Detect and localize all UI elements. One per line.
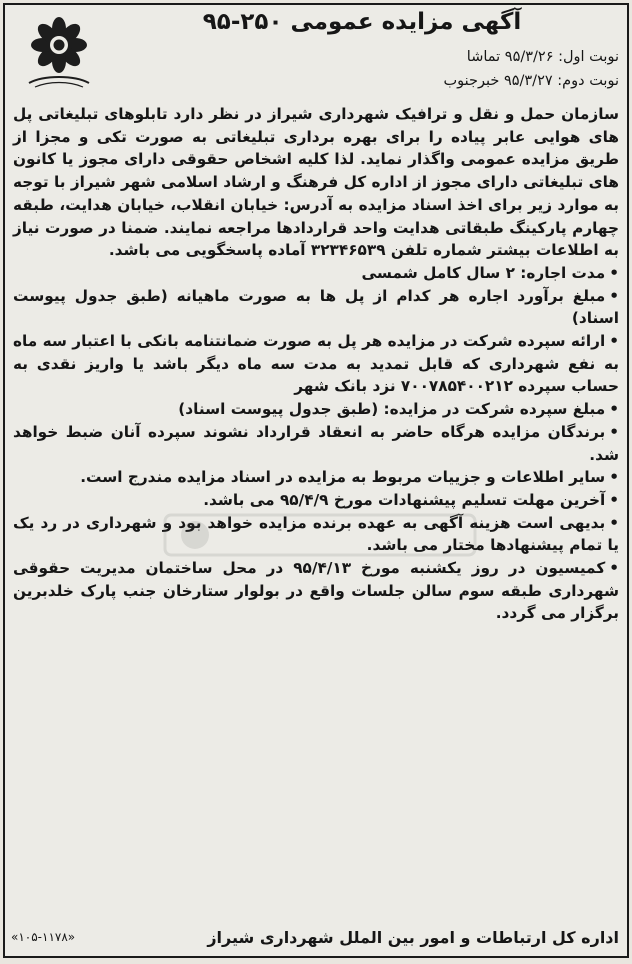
lease-duration-item: مدت اجاره: ۲ سال کامل شمسی bbox=[361, 263, 606, 282]
notice-footer bbox=[11, 928, 619, 952]
notice-body bbox=[13, 103, 619, 625]
shiraz-municipality-logo-icon bbox=[19, 11, 99, 91]
list-item bbox=[13, 398, 619, 421]
bullet-icon: • bbox=[609, 490, 619, 509]
second-publication-line: نوبت دوم: ۹۵/۳/۲۷ خبرجنوب bbox=[443, 73, 619, 89]
winner-forfeit-item: برندگان مزایده هرگاه حاضر به انعقاد قرارداد نشوند سپرده آنان ضبط خواهد شد. bbox=[13, 422, 619, 464]
advert-cost-item: بدیهی است هزینه آگهی به عهده برنده مزایده خواهد بود و شهرداری در رد یک یا تمام پیشنهادها مختار می باشد. bbox=[13, 513, 619, 555]
notice-title: آگهی مزایده عمومی ۲۵۰-۹۵ bbox=[202, 9, 522, 35]
bullet-icon: • bbox=[609, 263, 619, 282]
issuer-signature: اداره کل ارتباطات و امور بین الملل شهرداری شیراز bbox=[207, 928, 619, 947]
bullet-icon: • bbox=[609, 468, 619, 487]
other-details-item: سایر اطلاعات و جزییات مربوط به مزایده در اسناد مزایده مندرج است. bbox=[80, 468, 606, 487]
bullet-icon: • bbox=[609, 559, 619, 578]
list-item bbox=[13, 262, 619, 285]
estimated-rent-item: مبلغ برآورد اجاره هر کدام از پل ها به صورت ماهیانه (طبق جدول پیوست اسناد) bbox=[13, 286, 619, 328]
bullet-icon: • bbox=[609, 286, 619, 305]
list-item bbox=[13, 330, 619, 398]
intro-paragraph: سازمان حمل و نقل و ترافیک شهرداری شیراز در نظر دارد تابلوهای تبلیغاتی پل های هوایی عابر پیاده را برای بهره برداری تبلیغاتی به صورت تکی و مجزا از طریق مزایده عمومی واگذار نماید. لذا کلیه اشخاص حقوقی دارای مجوز یا کانون های تبلیغاتی دارای مجوز از اداره کل فرهنگ و ارشاد اسلامی شهر شیراز با توجه به موارد زیر برای اخذ اسناد مزایده به آدرس: خیابان انقلاب، خیابان هدایت، طبقه چهارم پارکینگ طبقاتی هدایت واحد قراردادها مراجعه نمایند. ضمنا در صورت نیاز به اطلاعات بیشتر شماره تلفن ۳۲۳۴۶۵۳۹ آماده پاسخگویی می باشد. bbox=[13, 105, 619, 260]
bullet-icon: • bbox=[609, 422, 619, 441]
auction-notice bbox=[3, 3, 629, 958]
list-item bbox=[13, 285, 619, 330]
deposit-guarantee-item: ارائه سپرده شرکت در مزایده هر پل به صورت ضمانتنامه بانکی با اعتبار سه ماه به نفع شهرداری که قابل تمدید به مدت سه ماه دیگر باشد یا واریز نقدی به حساب سپرده ۷۰۰۷۸۵۴۰۰۲۱۲ نزد بانک شهر bbox=[13, 332, 619, 396]
commission-session-item: کمیسیون در روز یکشنبه مورخ ۹۵/۴/۱۳ در محل ساختمان مدیریت حقوقی شهرداری طبقه سوم سالن جلسات واقع در بولوار ستارخان جنب پارک خلدبرین برگزار می گردد. bbox=[13, 559, 619, 623]
list-item bbox=[13, 489, 619, 512]
notice-header bbox=[5, 5, 627, 109]
bullet-icon: • bbox=[609, 332, 619, 351]
first-publication-line: نوبت اول: ۹۵/۳/۲۶ تماشا bbox=[466, 49, 619, 65]
list-item bbox=[13, 557, 619, 625]
deadline-item: آخرین مهلت تسلیم پیشنهادات مورخ ۹۵/۴/۹ می باشد. bbox=[203, 490, 606, 509]
bullet-icon: • bbox=[609, 400, 619, 419]
list-item bbox=[13, 466, 619, 489]
bullet-icon: • bbox=[609, 513, 619, 532]
deposit-amount-item: مبلغ سپرده شرکت در مزایده: (طبق جدول پیوست اسناد) bbox=[178, 400, 606, 419]
ad-code: «۱۰۵-۱۱۷۸» bbox=[11, 930, 76, 944]
list-item bbox=[13, 512, 619, 557]
list-item bbox=[13, 421, 619, 466]
